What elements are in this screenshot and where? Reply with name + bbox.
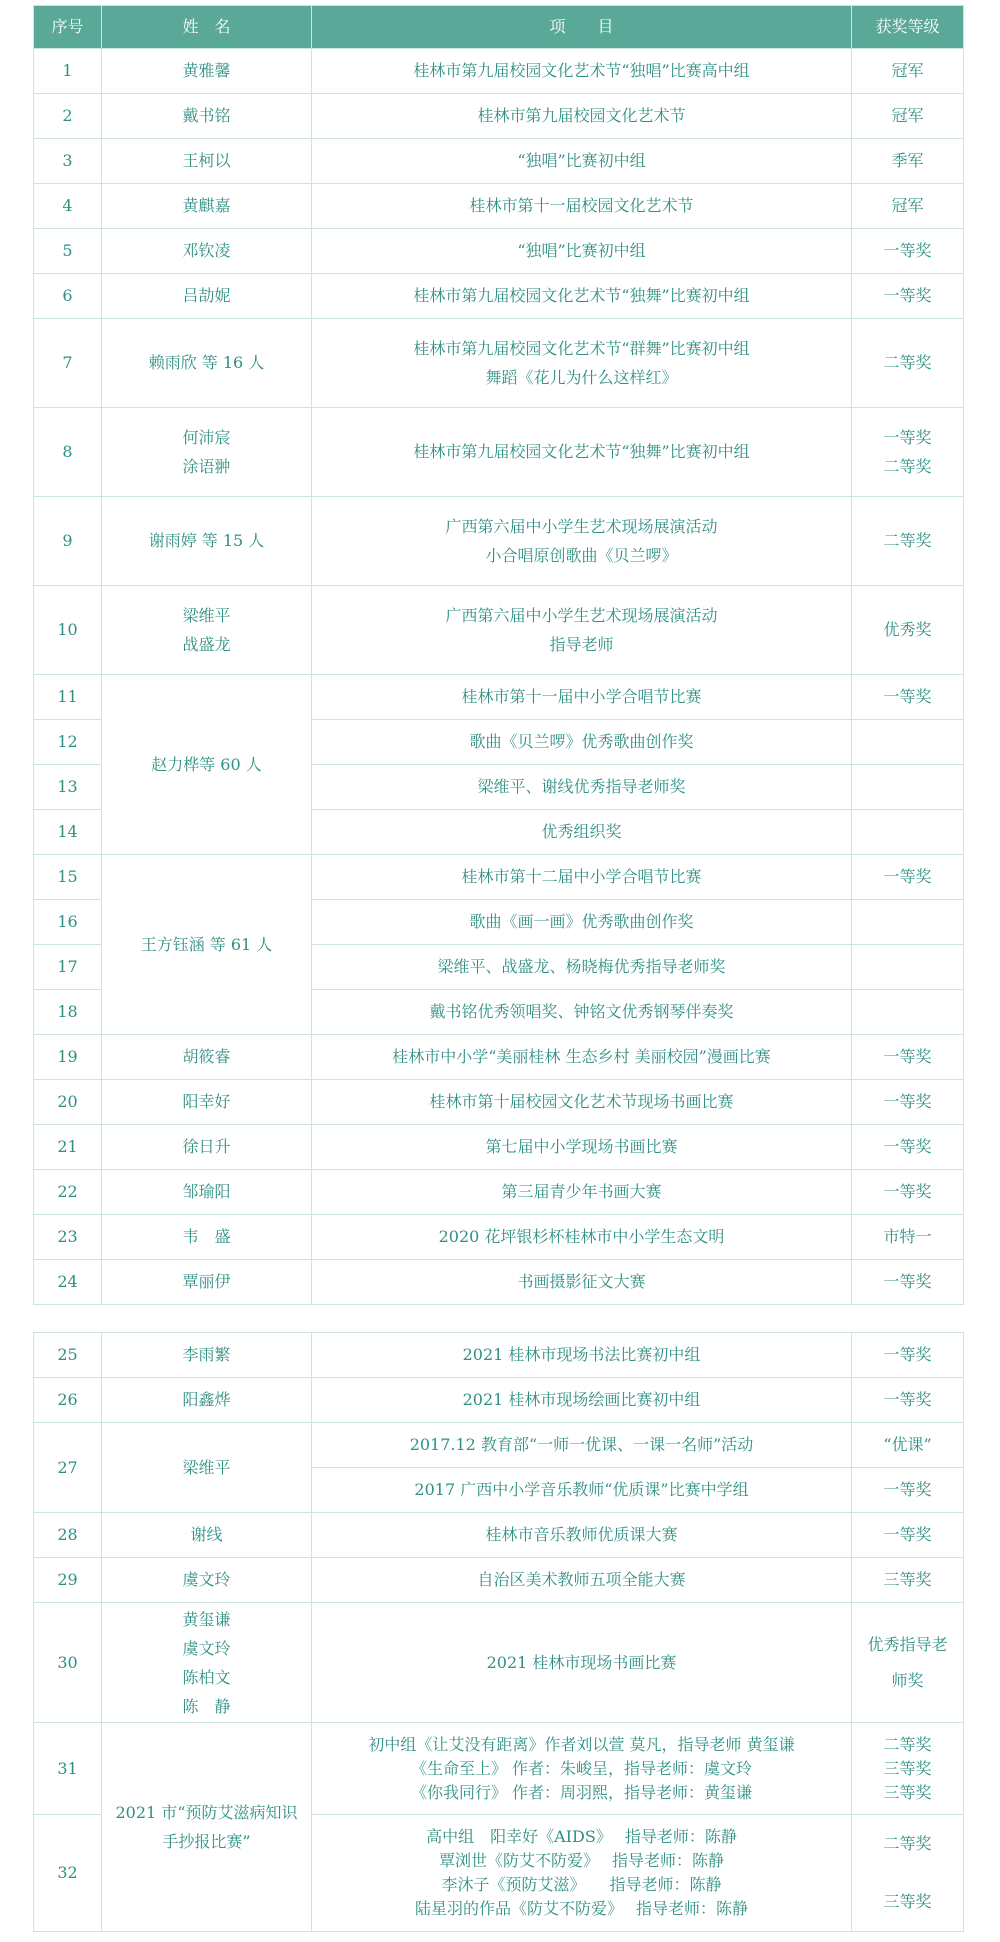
table-row (34, 229, 964, 274)
row-award: 二等奖 (852, 497, 964, 586)
table-header (34, 6, 964, 49)
row-no: 25 (34, 1333, 102, 1378)
row-name: 阳鑫烨 (102, 1378, 312, 1423)
table-row (34, 1260, 964, 1305)
row-award: 一等奖 (852, 1170, 964, 1215)
row-no: 28 (34, 1513, 102, 1558)
row-no: 21 (34, 1125, 102, 1170)
award-line: 一等奖 (883, 428, 932, 447)
row-item: 桂林市第十届校园文化艺术节现场书画比赛 (312, 1080, 852, 1125)
item-line: 小合唱原创歌曲《贝兰啰》 (485, 546, 678, 565)
name-line: 何沛宸 (182, 428, 231, 447)
table-row (34, 1170, 964, 1215)
table-row (34, 675, 964, 720)
award-line: 师奖 (891, 1670, 924, 1690)
row-award: 一等奖 (852, 1035, 964, 1080)
name-line: 2021 市“预防艾滋病知识 (115, 1803, 298, 1822)
row-item: 桂林市第九届校园文化艺术节 (312, 94, 852, 139)
row-award: “优课” (852, 1423, 964, 1468)
row-no: 9 (34, 497, 102, 586)
row-no: 17 (34, 945, 102, 990)
row-no: 14 (34, 810, 102, 855)
table-row (34, 319, 964, 408)
row-item: 第七届中小学现场书画比赛 (312, 1125, 852, 1170)
row-item (312, 1815, 852, 1932)
item-line: 舞蹈《花儿为什么这样红》 (485, 368, 678, 387)
row-no: 5 (34, 229, 102, 274)
row-no: 18 (34, 990, 102, 1035)
item-line: 《你我同行》 作者：周羽熙，指导老师：黄玺谦 (410, 1782, 753, 1802)
item-line: 桂林市第九届校园文化艺术节“群舞”比赛初中组 (413, 339, 750, 358)
row-no: 4 (34, 184, 102, 229)
item-line: 广西第六届中小学生艺术现场展演活动 (445, 606, 718, 625)
award-line: 二等奖 (883, 1734, 932, 1754)
name-line: 涂语翀 (182, 457, 231, 476)
row-no: 19 (34, 1035, 102, 1080)
table-row (34, 1603, 964, 1723)
row-no: 2 (34, 94, 102, 139)
row-item: “独唱”比赛初中组 (312, 229, 852, 274)
row-no: 7 (34, 319, 102, 408)
award-line: 优秀指导老 (867, 1634, 948, 1654)
item-line: 李沐子《预防艾滋》 指导老师：陈静 (441, 1875, 722, 1894)
row-award: 一等奖 (852, 1080, 964, 1125)
row-name: 胡筱睿 (102, 1035, 312, 1080)
row-item: 桂林市第十一届校园文化艺术节 (312, 184, 852, 229)
row-award (852, 810, 964, 855)
row-award: 一等奖 (852, 1513, 964, 1558)
row-name: 阳幸好 (102, 1080, 312, 1125)
row-no: 13 (34, 765, 102, 810)
group-name: 王方钰涵 等 61 人 (102, 855, 312, 1035)
row-item: 2020 花坪银杉杯桂林市中小学生态文明 (312, 1215, 852, 1260)
row-award: 优秀奖 (852, 586, 964, 675)
row-name: 虞文玲 (102, 1558, 312, 1603)
row-name (102, 408, 312, 497)
row-award (852, 945, 964, 990)
table-row (34, 586, 964, 675)
table-row (34, 1558, 964, 1603)
row-item: 歌曲《画一画》优秀歌曲创作奖 (312, 900, 852, 945)
row-no: 24 (34, 1260, 102, 1305)
row-no: 31 (34, 1723, 102, 1815)
row-item: 梁维平、战盛龙、杨晓梅优秀指导老师奖 (312, 945, 852, 990)
row-item: 2017.12 教育部“一师一优课、一课一名师”活动 (312, 1423, 852, 1468)
table-row (34, 184, 964, 229)
row-award: 季军 (852, 139, 964, 184)
row-item: 优秀组织奖 (312, 810, 852, 855)
row-award (852, 1815, 964, 1932)
item-line: 陆星羽的作品《防艾不防爱》 指导老师：陈静 (414, 1899, 749, 1918)
name-line: 手抄报比赛” (162, 1832, 251, 1851)
awards-table-1 (33, 5, 964, 1305)
row-name: 谢线 (102, 1513, 312, 1558)
row-award (852, 900, 964, 945)
name-line: 虞文玲 (182, 1638, 231, 1658)
row-name: 赖雨欣 等 16 人 (102, 319, 312, 408)
row-name: 邓钦凌 (102, 229, 312, 274)
row-no: 15 (34, 855, 102, 900)
row-item (312, 497, 852, 586)
row-name (102, 1603, 312, 1723)
table-row (34, 855, 964, 900)
row-name (102, 586, 312, 675)
row-name: 黄麒嘉 (102, 184, 312, 229)
row-no: 20 (34, 1080, 102, 1125)
row-award: 三等奖 (852, 1558, 964, 1603)
item-line: 指导老师 (549, 635, 614, 654)
row-name: 覃丽伊 (102, 1260, 312, 1305)
row-item: “独唱”比赛初中组 (312, 139, 852, 184)
row-name: 李雨繁 (102, 1333, 312, 1378)
header-award: 获奖等级 (852, 6, 964, 49)
item-line: 高中组 阳幸好《AIDS》 指导老师：陈静 (426, 1827, 737, 1846)
row-award: 一等奖 (852, 1333, 964, 1378)
row-name: 王柯以 (102, 139, 312, 184)
award-line: 二等奖 (883, 1834, 932, 1853)
group-name: 赵力桦等 60 人 (102, 675, 312, 855)
row-no: 12 (34, 720, 102, 765)
row-no: 16 (34, 900, 102, 945)
table-row (34, 94, 964, 139)
row-award (852, 720, 964, 765)
row-award (852, 408, 964, 497)
row-award: 一等奖 (852, 855, 964, 900)
row-award: 一等奖 (852, 675, 964, 720)
item-line: 初中组《让艾没有距离》作者刘以萱 莫凡，指导老师 黄玺谦 (368, 1734, 795, 1754)
row-item: 桂林市第十一届中小学合唱节比赛 (312, 675, 852, 720)
table-row (34, 1333, 964, 1378)
row-item: 梁维平、谢线优秀指导老师奖 (312, 765, 852, 810)
row-award (852, 1723, 964, 1815)
row-item: 桂林市第九届校园文化艺术节“独舞”比赛初中组 (312, 274, 852, 319)
table-row (34, 1723, 964, 1815)
row-name: 戴书铭 (102, 94, 312, 139)
row-item: 自治区美术教师五项全能大赛 (312, 1558, 852, 1603)
row-name: 邹瑜阳 (102, 1170, 312, 1215)
award-line: 二等奖 (883, 457, 932, 476)
row-name: 韦 盛 (102, 1215, 312, 1260)
row-award (852, 1603, 964, 1723)
table-row (34, 274, 964, 319)
row-item: 第三届青少年书画大赛 (312, 1170, 852, 1215)
table-row (34, 497, 964, 586)
row-no: 3 (34, 139, 102, 184)
row-item: 2021 桂林市现场书画比赛 (312, 1603, 852, 1723)
row-item (312, 319, 852, 408)
row-item: 桂林市音乐教师优质课大赛 (312, 1513, 852, 1558)
table-row (34, 1125, 964, 1170)
table-row (34, 1513, 964, 1558)
row-item: 桂林市第十二届中小学合唱节比赛 (312, 855, 852, 900)
header-name: 姓 名 (102, 6, 312, 49)
award-line: 三等奖 (883, 1758, 932, 1778)
row-item: 桂林市中小学“美丽桂林 生态乡村 美丽校园”漫画比赛 (312, 1035, 852, 1080)
header-item: 项 目 (312, 6, 852, 49)
row-award (852, 990, 964, 1035)
row-item (312, 586, 852, 675)
name-line: 黄玺谦 (182, 1609, 231, 1629)
name-line: 战盛龙 (182, 635, 231, 654)
row-award: 冠军 (852, 94, 964, 139)
row-item: 书画摄影征文大赛 (312, 1260, 852, 1305)
row-name: 徐日升 (102, 1125, 312, 1170)
row-award: 一等奖 (852, 1125, 964, 1170)
row-award: 一等奖 (852, 1260, 964, 1305)
row-item: 2021 桂林市现场绘画比赛初中组 (312, 1378, 852, 1423)
item-line: 广西第六届中小学生艺术现场展演活动 (445, 517, 718, 536)
award-line: 三等奖 (883, 1782, 932, 1802)
row-no: 11 (34, 675, 102, 720)
table-row (34, 1215, 964, 1260)
row-name: 谢雨婷 等 15 人 (102, 497, 312, 586)
table-row (34, 1080, 964, 1125)
row-item: 桂林市第九届校园文化艺术节“独唱”比赛高中组 (312, 49, 852, 94)
row-award: 一等奖 (852, 229, 964, 274)
row-no: 8 (34, 408, 102, 497)
row-no: 23 (34, 1215, 102, 1260)
name-line: 陈柏文 (182, 1667, 231, 1687)
row-award: 一等奖 (852, 1378, 964, 1423)
row-no: 10 (34, 586, 102, 675)
row-item (312, 1723, 852, 1815)
row-name: 黄雅馨 (102, 49, 312, 94)
row-name: 梁维平 (102, 1423, 312, 1513)
row-award: 冠军 (852, 184, 964, 229)
row-award: 市特一 (852, 1215, 964, 1260)
item-line: 《生命至上》 作者：朱峻呈，指导老师：虞文玲 (410, 1758, 753, 1778)
row-no: 27 (34, 1423, 102, 1513)
table-row (34, 139, 964, 184)
row-award: 冠军 (852, 49, 964, 94)
row-no: 6 (34, 274, 102, 319)
row-no: 30 (34, 1603, 102, 1723)
row-item: 戴书铭优秀领唱奖、钟铭文优秀钢琴伴奏奖 (312, 990, 852, 1035)
row-item: 2017 广西中小学音乐教师“优质课”比赛中学组 (312, 1468, 852, 1513)
row-no: 32 (34, 1815, 102, 1932)
table-row (34, 408, 964, 497)
row-no: 22 (34, 1170, 102, 1215)
item-line: 覃浏世《防艾不防爱》 指导老师：陈静 (438, 1851, 725, 1870)
row-name: 吕劼妮 (102, 274, 312, 319)
table-row (34, 1035, 964, 1080)
row-item: 歌曲《贝兰啰》优秀歌曲创作奖 (312, 720, 852, 765)
name-line: 陈 静 (182, 1696, 231, 1716)
table-row (34, 1423, 964, 1468)
award-line: 三等奖 (883, 1892, 932, 1911)
name-line: 梁维平 (182, 606, 231, 625)
table-row (34, 49, 964, 94)
awards-table-2 (33, 1332, 964, 1932)
row-no: 29 (34, 1558, 102, 1603)
row-award: 一等奖 (852, 1468, 964, 1513)
row-item: 2021 桂林市现场书法比赛初中组 (312, 1333, 852, 1378)
table-row (34, 1378, 964, 1423)
group-name (102, 1723, 312, 1932)
row-no: 1 (34, 49, 102, 94)
row-award: 二等奖 (852, 319, 964, 408)
header-no: 序号 (34, 6, 102, 49)
row-award: 一等奖 (852, 274, 964, 319)
row-no: 26 (34, 1378, 102, 1423)
row-award (852, 765, 964, 810)
row-item: 桂林市第九届校园文化艺术节“独舞”比赛初中组 (312, 408, 852, 497)
